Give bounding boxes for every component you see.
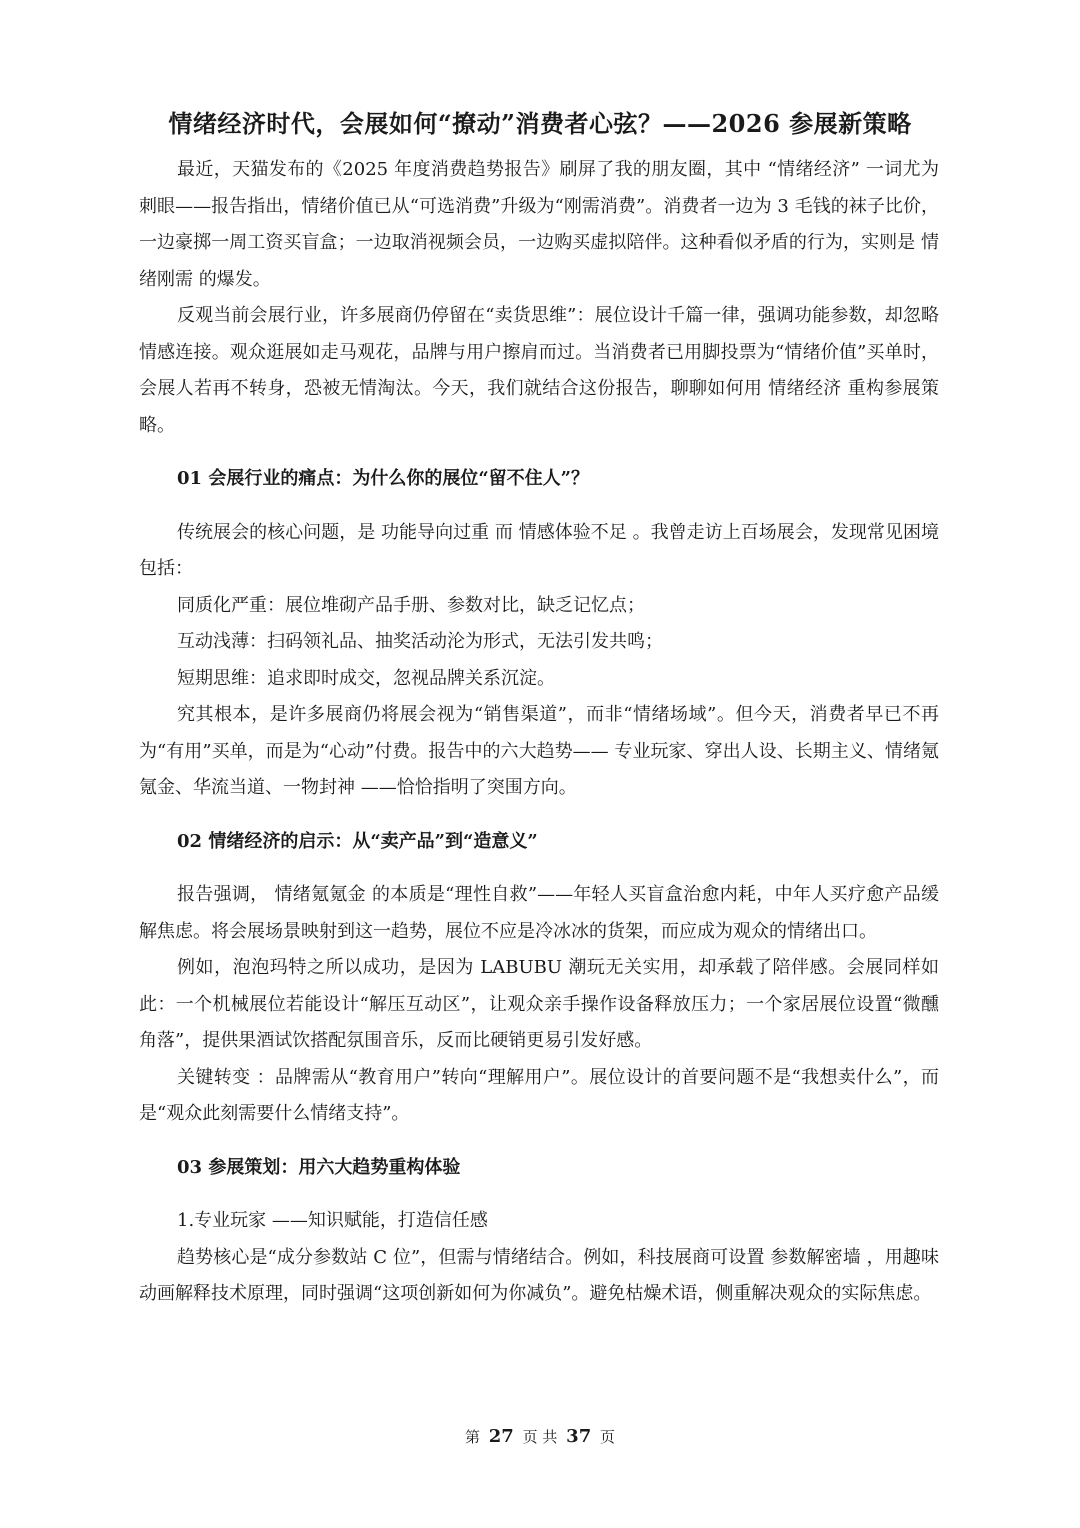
section-heading: 01 会展行业的痛点：为什么你的展位“留不住人”？ <box>177 468 590 489</box>
paragraph: 例如，泡泡玛特之所以成功，是因为 LABUBU 潮玩无关实用，却承载了陪伴感。会展同样如此：一个机械展位若能设计“解压互动区”，让观众亲手操作设备释放压力；一个家居展位设置“微醺角落”，提供果酒试饮搭配氛围音乐，反而比硬销更易引发好感。 <box>139 957 939 1051</box>
paragraph: 1.专业玩家 ——知识赋能，打造信任感 <box>177 1210 488 1231</box>
footer-prefix: 第 <box>464 1428 480 1446</box>
paragraph: 究其根本，是许多展商仍将展会视为“销售渠道”，而非“情绪场域”。但今天，消费者早已不再为“有用”买单，而是为“心动”付费。报告中的六大趋势—— 专业玩家、穿出人设、长期主义、情绪氪氪金、华流当道、一物封神 ——恰恰指明了突围方向。 <box>139 704 939 798</box>
footer-middle: 页 共 <box>522 1428 558 1446</box>
document-body <box>139 152 939 1313</box>
footer-total-pages: 37 <box>566 1426 592 1447</box>
page-footer <box>0 1425 1080 1449</box>
paragraph: 最近，天猫发布的《2025 年度消费趋势报告》刷屏了我的朋友圈，其中 “情绪经济” 一词尤为刺眼——报告指出，情绪价值已从“可选消费”升级为“刚需消费”。消费者一边为 3 毛钱的袜子比价，一边豪掷一周工资买盲盒；一边取消视频会员，一边购买虚拟陪伴。这种看似矛盾的行为，实则是 情绪刚需 的爆发。 <box>139 159 939 290</box>
section-heading: 02 情绪经济的启示：从“卖产品”到“造意义” <box>177 830 538 852</box>
footer-page-number: 27 <box>488 1426 514 1447</box>
paragraph: 传统展会的核心问题，是 功能导向过重 而 情感体验不足 。我曾走访上百场展会，发现常见困境包括： <box>139 521 939 579</box>
paragraph: 关键转变 ：品牌需从“教育用户”转向“理解用户”。展位设计的首要问题不是“我想卖什么”，而是“观众此刻需要什么情绪支持”。 <box>139 1066 939 1124</box>
paragraph: 趋势核心是“成分参数站 C 位”，但需与情绪结合。例如，科技展商可设置 参数解密墙 ，用趣味动画解释技术原理，同时强调“这项创新如何为你减负”。避免枯燥术语，侧重解决观众的实际焦虑。 <box>139 1246 939 1304</box>
paragraph: 报告强调， 情绪氪氪金 的本质是“理性自救”——年轻人买盲盒治愈内耗，中年人买疗愈产品缓解焦虑。将会展场景映射到这一趋势，展位不应是冷冰冰的货架，而应成为观众的情绪出口。 <box>139 884 939 942</box>
footer-suffix: 页 <box>600 1428 616 1446</box>
paragraph: 互动浅薄：扫码领礼品、抽奖活动沦为形式，无法引发共鸣； <box>177 631 663 652</box>
paragraph: 短期思维：追求即时成交，忽视品牌关系沉淀。 <box>177 667 555 689</box>
document-title: 情绪经济时代，会展如何“撩动”消费者心弦？——2026 参展新策略 <box>168 109 912 138</box>
paragraph: 同质化严重：展位堆砌产品手册、参数对比，缺乏记忆点； <box>177 594 645 616</box>
section-heading: 03 参展策划：用六大趋势重构体验 <box>177 1156 461 1178</box>
paragraph: 反观当前会展行业，许多展商仍停留在“卖货思维”：展位设计千篇一律，强调功能参数，却忽略情感连接。观众逛展如走马观花，品牌与用户擦肩而过。当消费者已用脚投票为“情绪价值”买单时，会展人若再不转身，恐被无情淘汰。今天，我们就结合这份报告，聊聊如何用 情绪经济 重构参展策略。 <box>139 305 939 436</box>
